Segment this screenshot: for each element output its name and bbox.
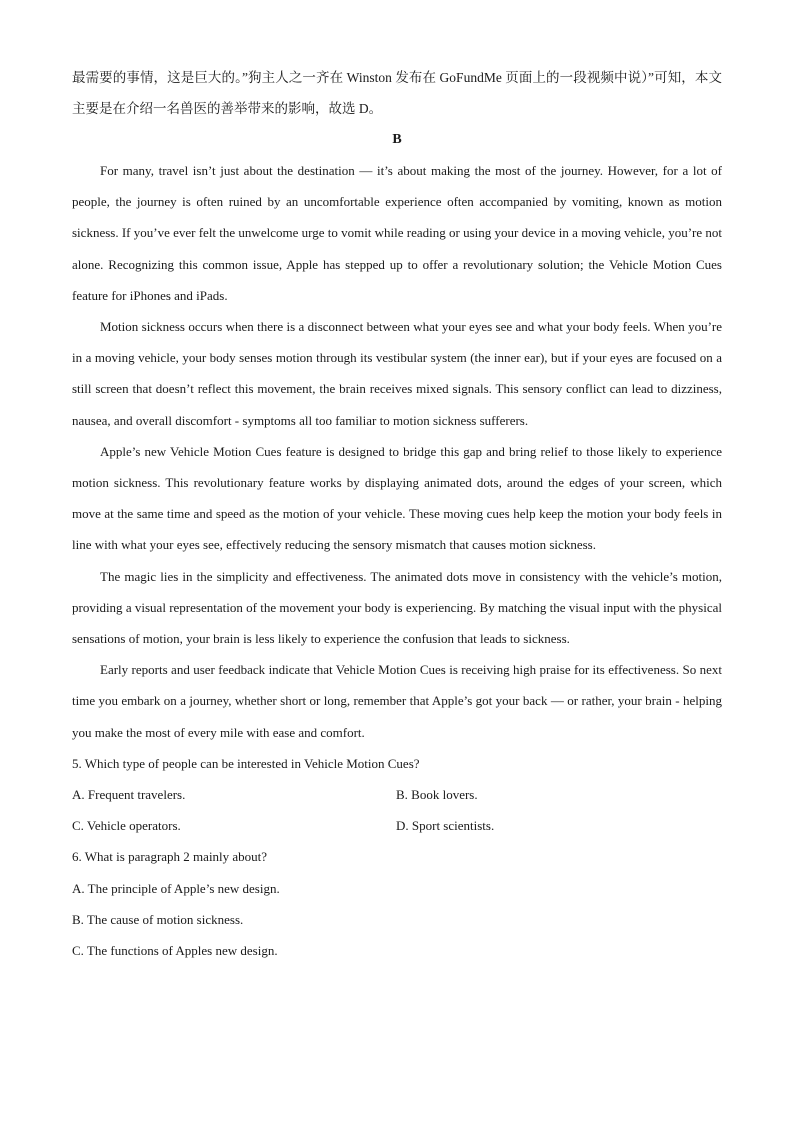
document-page: [72, 62, 722, 966]
question-5-option-a: A. Frequent travelers.: [72, 787, 186, 803]
passage-paragraph-3: Apple’s new Vehicle Motion Cues feature is designed to bridge this gap and bring relief to those likely to experience motion sickness. This revolutionary feature works by displaying animated dots, around the edges of your screen, which move at the same time and speed as the motion of your vehicle. These moving cues help keep the motion your body feels in line with what your eyes see, effectively reducing the sensory mismatch that causes motion sickness.: [72, 443, 722, 553]
section-title: B: [392, 132, 402, 147]
answer-explanation-text: 最需要的事情，这是巨大的。”狗主人之一齐在 Winston 发布在 GoFundMe 页面上的一段视频中说）”可知，本文主要是在介绍一名兽医的善举带来的影响，故选 D。: [72, 70, 722, 116]
question-5-option-c: C. Vehicle operators.: [72, 818, 181, 834]
passage-paragraph-1: For many, travel isn’t just about the destination — it’s about making the most of the journey. However, for a lot of people, the journey is often ruined by an uncomfortable experience often accompanied by vomiting, known as motion sickness. If you’ve ever felt the unwelcome urge to vomit while reading or using your device in a moving vehicle, you’re not alone. Recognizing this common issue, Apple has stepped up to offer a revolutionary solution; the Vehicle Motion Cues feature for iPhones and iPads.: [72, 163, 722, 303]
question-5-option-b: B. Book lovers.: [396, 787, 478, 803]
passage-paragraph-4: The magic lies in the simplicity and effectiveness. The animated dots move in consistency with the vehicle’s motion, providing a visual representation of the movement your body is experiencing. By matching the visual input with the physical sensations of motion, your brain is less likely to experience the confusion that leads to sickness.: [72, 568, 722, 647]
question-6: [72, 841, 722, 966]
passage-paragraph-2: Motion sickness occurs when there is a disconnect between what your eyes see and what your body feels. When you’re in a moving vehicle, your body senses motion through its vestibular system (the inner ear), but if your eyes are focused on a still screen that doesn’t reflect this movement, the brain receives mixed signals. This sensory conflict can lead to dizziness, nausea, and overall discomfort - symptoms all too familiar to motion sickness sufferers.: [72, 319, 722, 428]
question-6-option-c: C. The functions of Apples new design.: [72, 943, 278, 959]
question-6-option-b: B. The cause of motion sickness.: [72, 911, 244, 927]
question-5-option-d: D. Sport scientists.: [396, 818, 495, 834]
question-6-option-a: A. The principle of Apple’s new design.: [72, 880, 280, 896]
question-5-stem: 5. Which type of people can be interested in Vehicle Motion Cues?: [72, 755, 420, 771]
passage-paragraph-5: Early reports and user feedback indicate that Vehicle Motion Cues is receiving high praise for its effectiveness. So next time you embark on a journey, whether short or long, remember that Apple’s got your back — or rather, your brain - helping you make the most of every mile with ease and comfort.: [72, 662, 722, 740]
question-5-options-row-1: [72, 779, 722, 810]
question-5-options-row-2: [72, 810, 722, 841]
question-6-stem: 6. What is paragraph 2 mainly about?: [72, 849, 268, 865]
question-5: [72, 748, 722, 842]
